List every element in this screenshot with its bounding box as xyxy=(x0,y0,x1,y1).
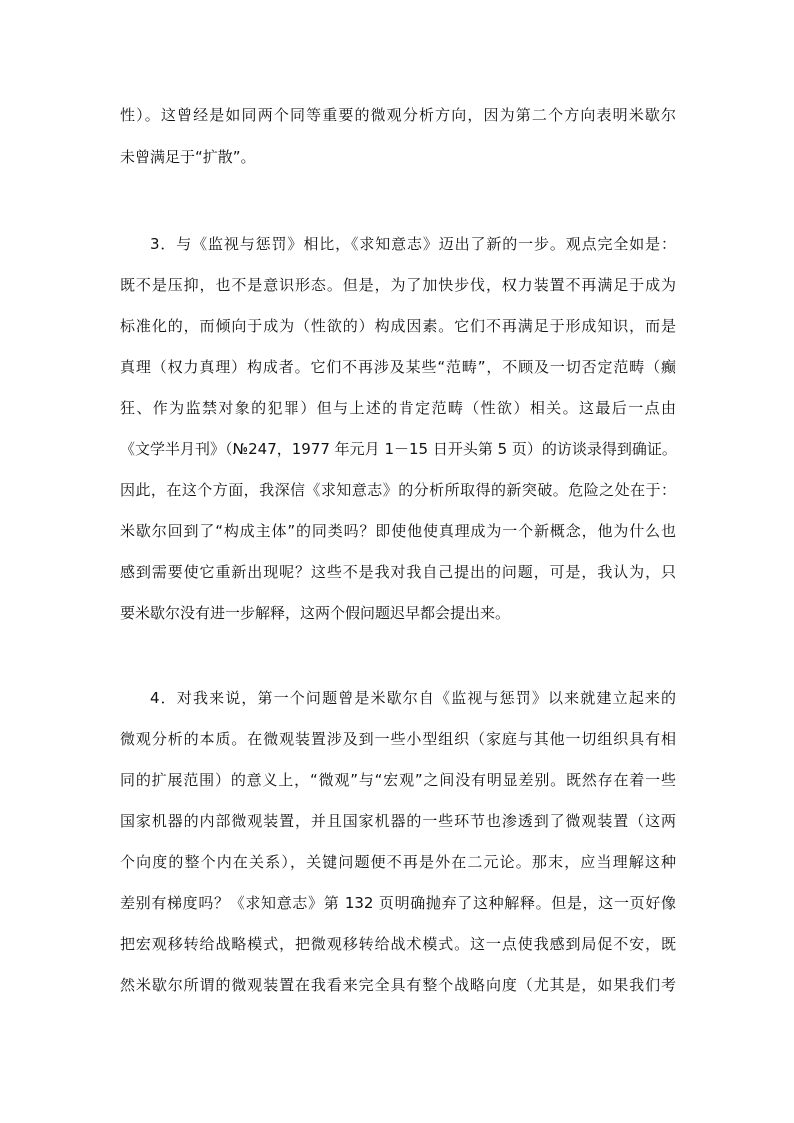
text-line: 同的扩展范围）的意义上，“微观”与“宏观”之间没有明显差别。既然存在着一些 xyxy=(120,771,676,789)
text-line: 米歇尔回到了“构成主体”的同类吗？即使他使真理成为一个新概念，他为什么也 xyxy=(120,522,676,540)
text-line: 因此，在这个方面，我深信《求知意志》的分析所取得的新突破。危险之处在于： xyxy=(120,481,676,499)
text-line: 感到需要使它重新出现呢？这些不是我对我自己提出的问题，可是，我认为，只 xyxy=(120,563,676,581)
text-line: 国家机器的内部微观装置，并且国家机器的一些环节也渗透到了微观装置（这两 xyxy=(120,812,676,830)
text-line: 性）。这曾经是如同两个同等重要的微观分析方向，因为第二个方向表明米歇尔 xyxy=(120,106,676,124)
text-line: 标准化的，而倾向于成为（性欲的）构成因素。它们不再满足于形成知识，而是 xyxy=(120,317,676,335)
text-line: 未曾满足于“扩散”。 xyxy=(120,148,256,166)
text-line: 既不是压抑，也不是意识形态。但是，为了加快步伐，权力装置不再满足于成为 xyxy=(120,276,676,294)
text-line: 4．对我来说，第一个问题曾是米歇尔自《监视与惩罚》以来就建立起来的 xyxy=(150,689,676,707)
text-line: 3．与《监视与惩罚》相比，《求知意志》迈出了新的一步。观点完全如是： xyxy=(150,235,676,253)
text-line: 真理（权力真理）构成者。它们不再涉及某些“范畴”，不顾及一切否定范畴（癫 xyxy=(120,358,676,376)
text-line: 个向度的整个内在关系），关键问题便不再是外在二元论。那末，应当理解这种 xyxy=(120,853,676,871)
text-line: 把宏观移转给战略模式，把微观移转给战术模式。这一点使我感到局促不安，既 xyxy=(120,935,676,953)
text-line: 要米歇尔没有进一步解释，这两个假问题迟早都会提出来。 xyxy=(120,604,511,622)
text-line: 狂、作为监禁对象的犯罪）但与上述的肯定范畴（性欲）相关。这最后一点由 xyxy=(120,399,676,417)
text-line: 微观分析的本质。在微观装置涉及到一些小型组织（家庭与其他一切组织具有相 xyxy=(120,730,676,748)
text-line: 差别有梯度吗？《求知意志》第 132 页明确抛弃了这种解释。但是，这一页好像 xyxy=(120,894,676,912)
text-line: 《文学半月刊》（№247，1977 年元月 1－15 日开头第 5 页）的访谈录得到确证。 xyxy=(120,440,677,458)
text-line: 然米歇尔所谓的微观装置在我看来完全具有整个战略向度（尤其是，如果我们考 xyxy=(120,976,676,994)
